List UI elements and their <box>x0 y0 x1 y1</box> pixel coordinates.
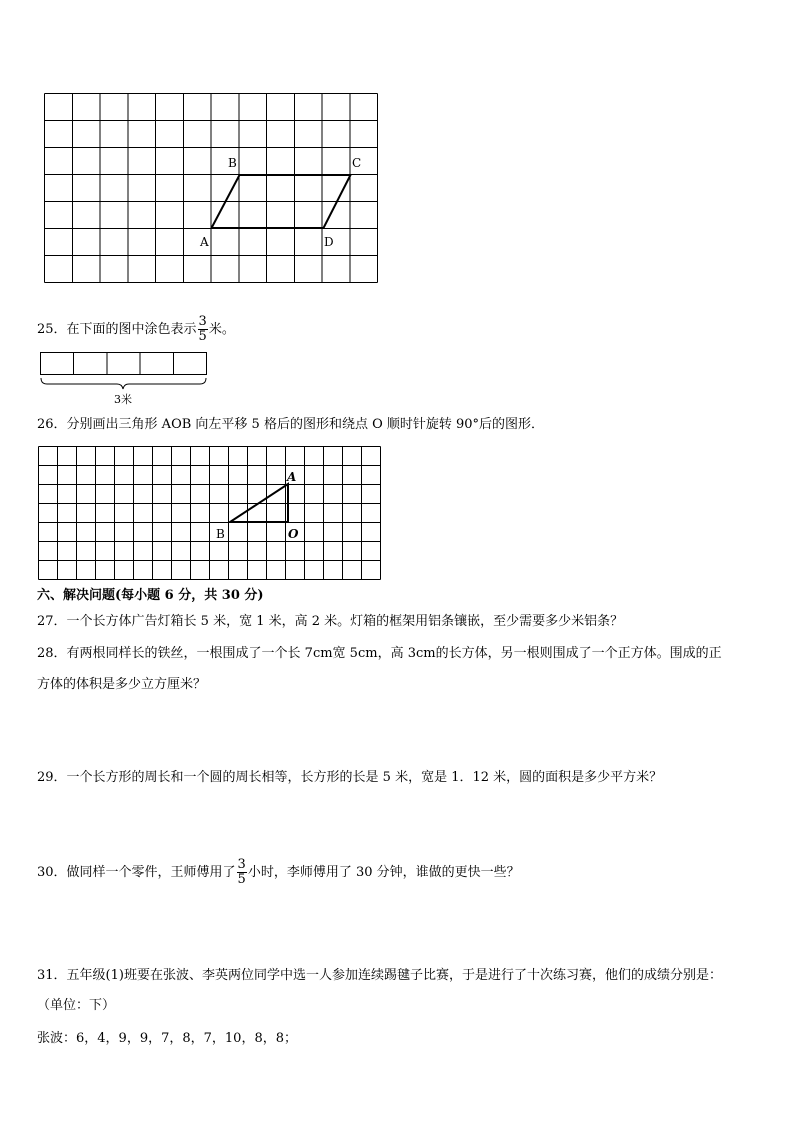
label-tri-o: O <box>288 527 299 541</box>
question-29 <box>37 770 662 786</box>
q31-line1: 31．五年级(1)班要在张波、李英两位同学中选一人参加连续踢毽子比赛，于是进行了十次练习赛，他们的成绩分别是： <box>37 968 722 983</box>
label-tri-b: B <box>216 527 225 541</box>
label-d: D <box>324 235 334 249</box>
q25-brace <box>41 378 206 389</box>
question-30 <box>37 858 520 887</box>
q31-line2: （单位：下） <box>37 998 116 1013</box>
q30-frac-den: 5 <box>237 872 246 887</box>
q30-suffix: 小时，李师傅用了 30 分钟，谁做的更快一些？ <box>247 865 520 880</box>
label-b: B <box>228 156 237 170</box>
label-c: C <box>352 156 362 170</box>
q28-line2: 方体的体积是多少立方厘米？ <box>37 677 207 692</box>
q25-suffix: 米。 <box>208 322 235 337</box>
q30-fraction <box>237 858 247 887</box>
question-31-scores <box>37 1031 297 1047</box>
q27-text: 27．一个长方体广告灯箱长 5 米，宽 1 米，高 2 米。灯箱的框架用铝条镶嵌，至少需要多少米铝条？ <box>37 614 624 629</box>
question-31 <box>37 968 722 984</box>
q29-text: 29．一个长方形的周长和一个圆的周长相等，长方形的长是 5 米，宽是 1．12 米，圆的面积是多少平方米？ <box>37 770 663 785</box>
section-6-title-text: 六、解决问题(每小题 6 分，共 30 分) <box>37 588 264 603</box>
question-28 <box>37 646 722 662</box>
parallelogram-grid-figure <box>0 0 794 300</box>
q28-line1: 28．有两根同样长的铁丝，一根围成了一个长 7cm宽 5cm，高 3cm的长方体，另一根则围成了一个正方体。围成的正 <box>37 646 722 661</box>
q25-fraction <box>198 315 208 344</box>
q25-bar-label: 3米 <box>114 393 132 406</box>
q31-line3: 张波：6，4，9，9，7，8，7，10，8，8； <box>37 1031 297 1046</box>
question-26 <box>37 417 544 433</box>
q25-bar-figure <box>0 345 300 410</box>
q25-frac-num: 3 <box>198 314 207 329</box>
question-31-unit <box>37 998 115 1014</box>
question-27 <box>37 614 623 630</box>
q30-prefix: 30．做同样一个零件，王师傅用了 <box>37 865 236 880</box>
q30-frac-num: 3 <box>237 857 246 872</box>
q25-frac-den: 5 <box>198 329 207 344</box>
label-a: A <box>200 235 209 249</box>
question-28-cont <box>37 677 206 693</box>
label-tri-a: A <box>287 470 297 484</box>
triangle-grid-figure <box>0 440 794 590</box>
question-25 <box>37 315 235 344</box>
q25-prefix: 25．在下面的图中涂色表示 <box>37 322 197 337</box>
section-6-title <box>37 588 264 604</box>
q26-text: 26．分别画出三角形 AOB 向左平移 5 格后的图形和绕点 O 顺时针旋转 90°后的图形． <box>37 417 545 432</box>
